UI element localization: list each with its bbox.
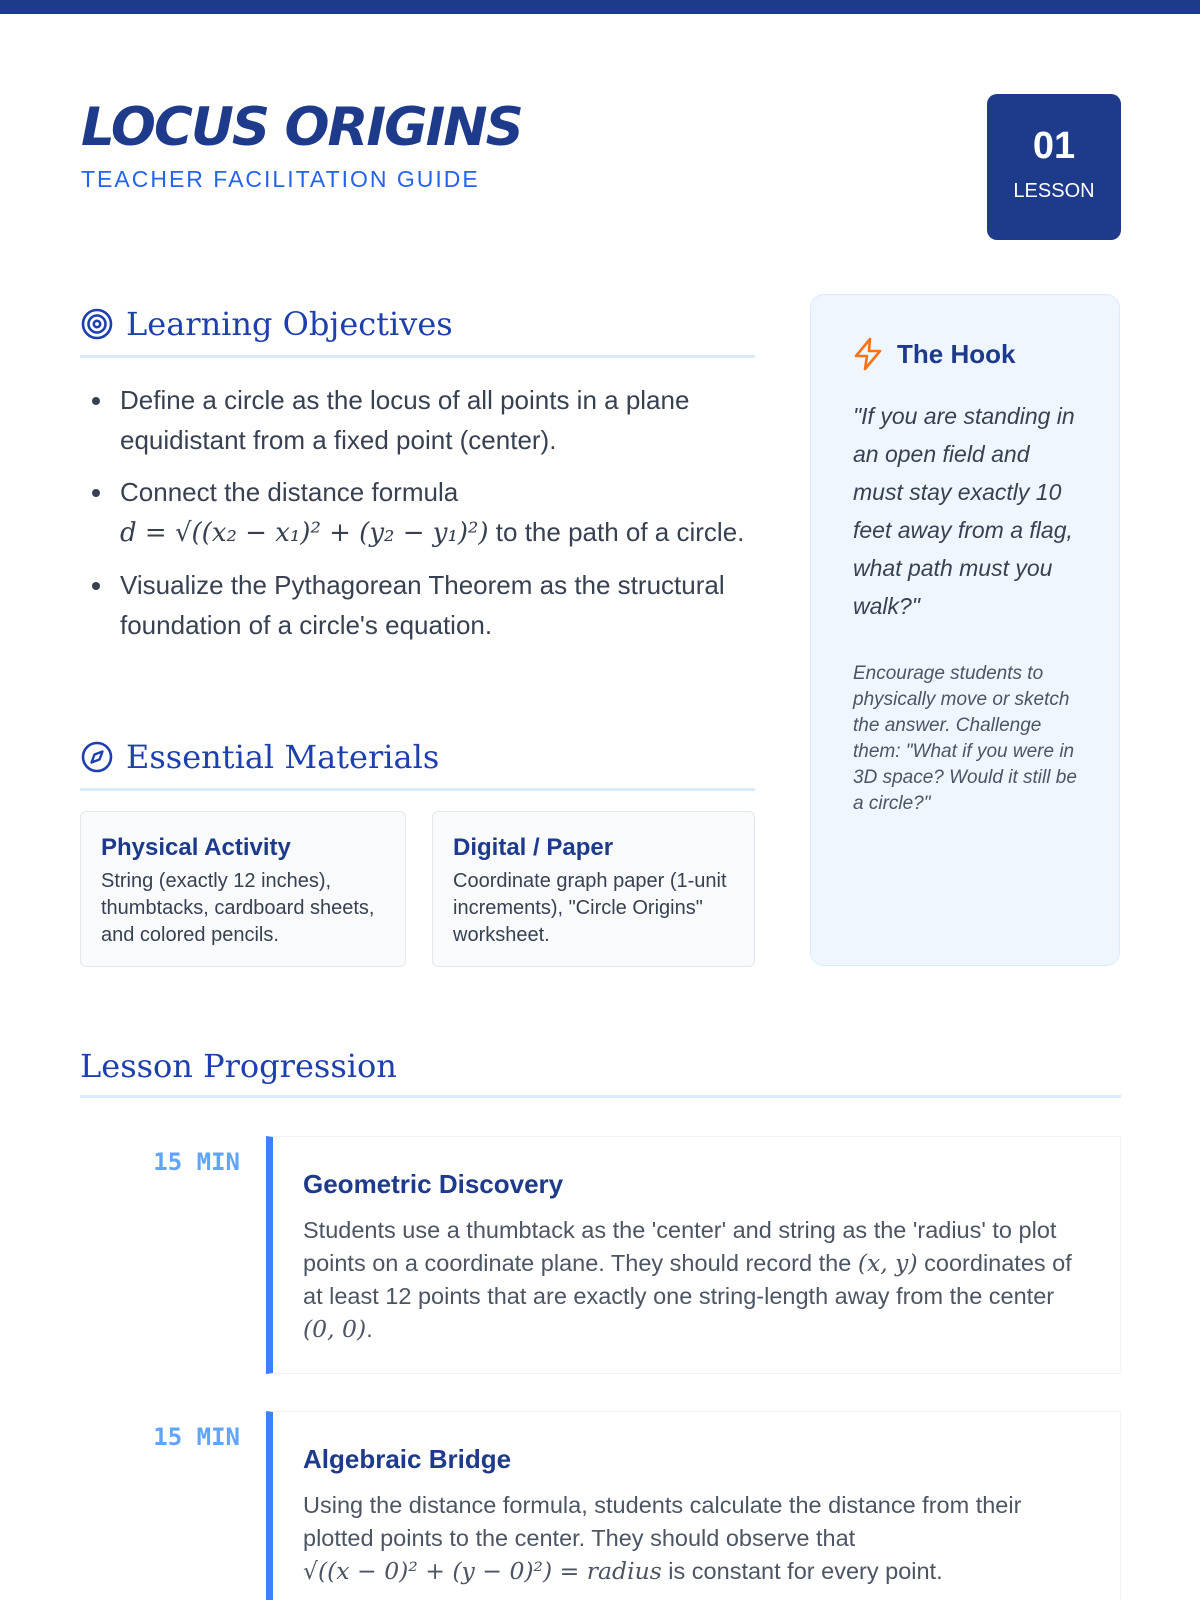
objective-text: Define a circle as the locus of all points in a plane equidistant from a fixed point (center). (120, 385, 690, 455)
material-card-physical (80, 811, 406, 967)
math-expression: (0, 0) (303, 1315, 367, 1343)
page-header (81, 96, 1121, 246)
step-card-algebraic-bridge (266, 1411, 1121, 1600)
material-text: Coordinate graph paper (1-unit increments), "Circle Origins" worksheet. (453, 870, 727, 946)
step-text-part: coordinates of at least 12 points that are exactly one string-length away from the center (303, 1250, 1072, 1309)
top-accent-bar (0, 0, 1200, 14)
progression-heading (80, 1036, 1121, 1098)
material-title: Physical Activity (101, 834, 291, 861)
step-title: Geometric Discovery (303, 1169, 564, 1199)
hook-quote: "If you are standing in an open field and must stay exactly 10 feet away from a flag, what path must you walk?" (853, 403, 1075, 619)
step-duration: 15 MIN (153, 1423, 240, 1451)
objective-text: Connect the distance formula (120, 477, 459, 507)
math-expression: √((x − 0)² + (y − 0)²) = radius (303, 1557, 662, 1585)
lightning-icon (853, 337, 883, 371)
step-text-part: Using the distance formula, students calculate the distance from their plotted points to the center. They should observe that (303, 1492, 1022, 1551)
hook-header (853, 337, 1081, 371)
step-card-geometric-discovery (266, 1136, 1121, 1374)
list-item (80, 565, 760, 645)
lesson-badge (987, 94, 1121, 240)
step-text-part: is constant for every point. (661, 1558, 943, 1584)
material-card-digital (432, 811, 755, 967)
objective-text: to the path of a circle. (488, 517, 745, 547)
math-expression: (x, y) (857, 1249, 918, 1277)
material-title: Digital / Paper (453, 834, 614, 861)
step-title: Algebraic Bridge (303, 1444, 512, 1474)
compass-icon (80, 740, 114, 774)
lesson-label: LESSON (1013, 180, 1095, 202)
step-text-part: Students use a thumbtack as the 'center' and string as the 'radius' to plot points on a coordinate plane. They should record the (303, 1217, 1057, 1276)
page-subtitle: TEACHER FACILITATION GUIDE (81, 166, 480, 192)
list-item (80, 380, 760, 460)
objectives-heading (80, 292, 755, 358)
step-description (303, 1214, 1090, 1346)
list-item (80, 472, 760, 553)
hook-note: Encourage students to physically move or sketch the answer. Challenge them: "What if you were in 3D space? Would it still be a circle?" (853, 663, 1077, 814)
materials-heading (80, 725, 755, 791)
distance-formula: d = √((x₂ − x₁)² + (y₂ − y₁)²) (120, 518, 489, 548)
lesson-number: 01 (1032, 125, 1076, 167)
target-icon (80, 307, 114, 341)
hook-title: The Hook (897, 338, 1016, 369)
objectives-list (80, 380, 760, 657)
step-duration: 15 MIN (153, 1148, 240, 1176)
objectives-heading-text: Learning Objectives (126, 304, 453, 343)
objective-text: Visualize the Pythagorean Theorem as the structural foundation of a circle's equation. (120, 570, 725, 640)
step-text-part: . (366, 1316, 373, 1342)
material-text: String (exactly 12 inches), thumbtacks, cardboard sheets, and colored pencils. (101, 870, 375, 946)
materials-heading-text: Essential Materials (126, 737, 440, 776)
hook-panel (810, 294, 1120, 966)
page-title: LOCUS ORIGINS (81, 97, 522, 158)
step-description (303, 1489, 1090, 1588)
progression-heading-text: Lesson Progression (80, 1046, 397, 1085)
